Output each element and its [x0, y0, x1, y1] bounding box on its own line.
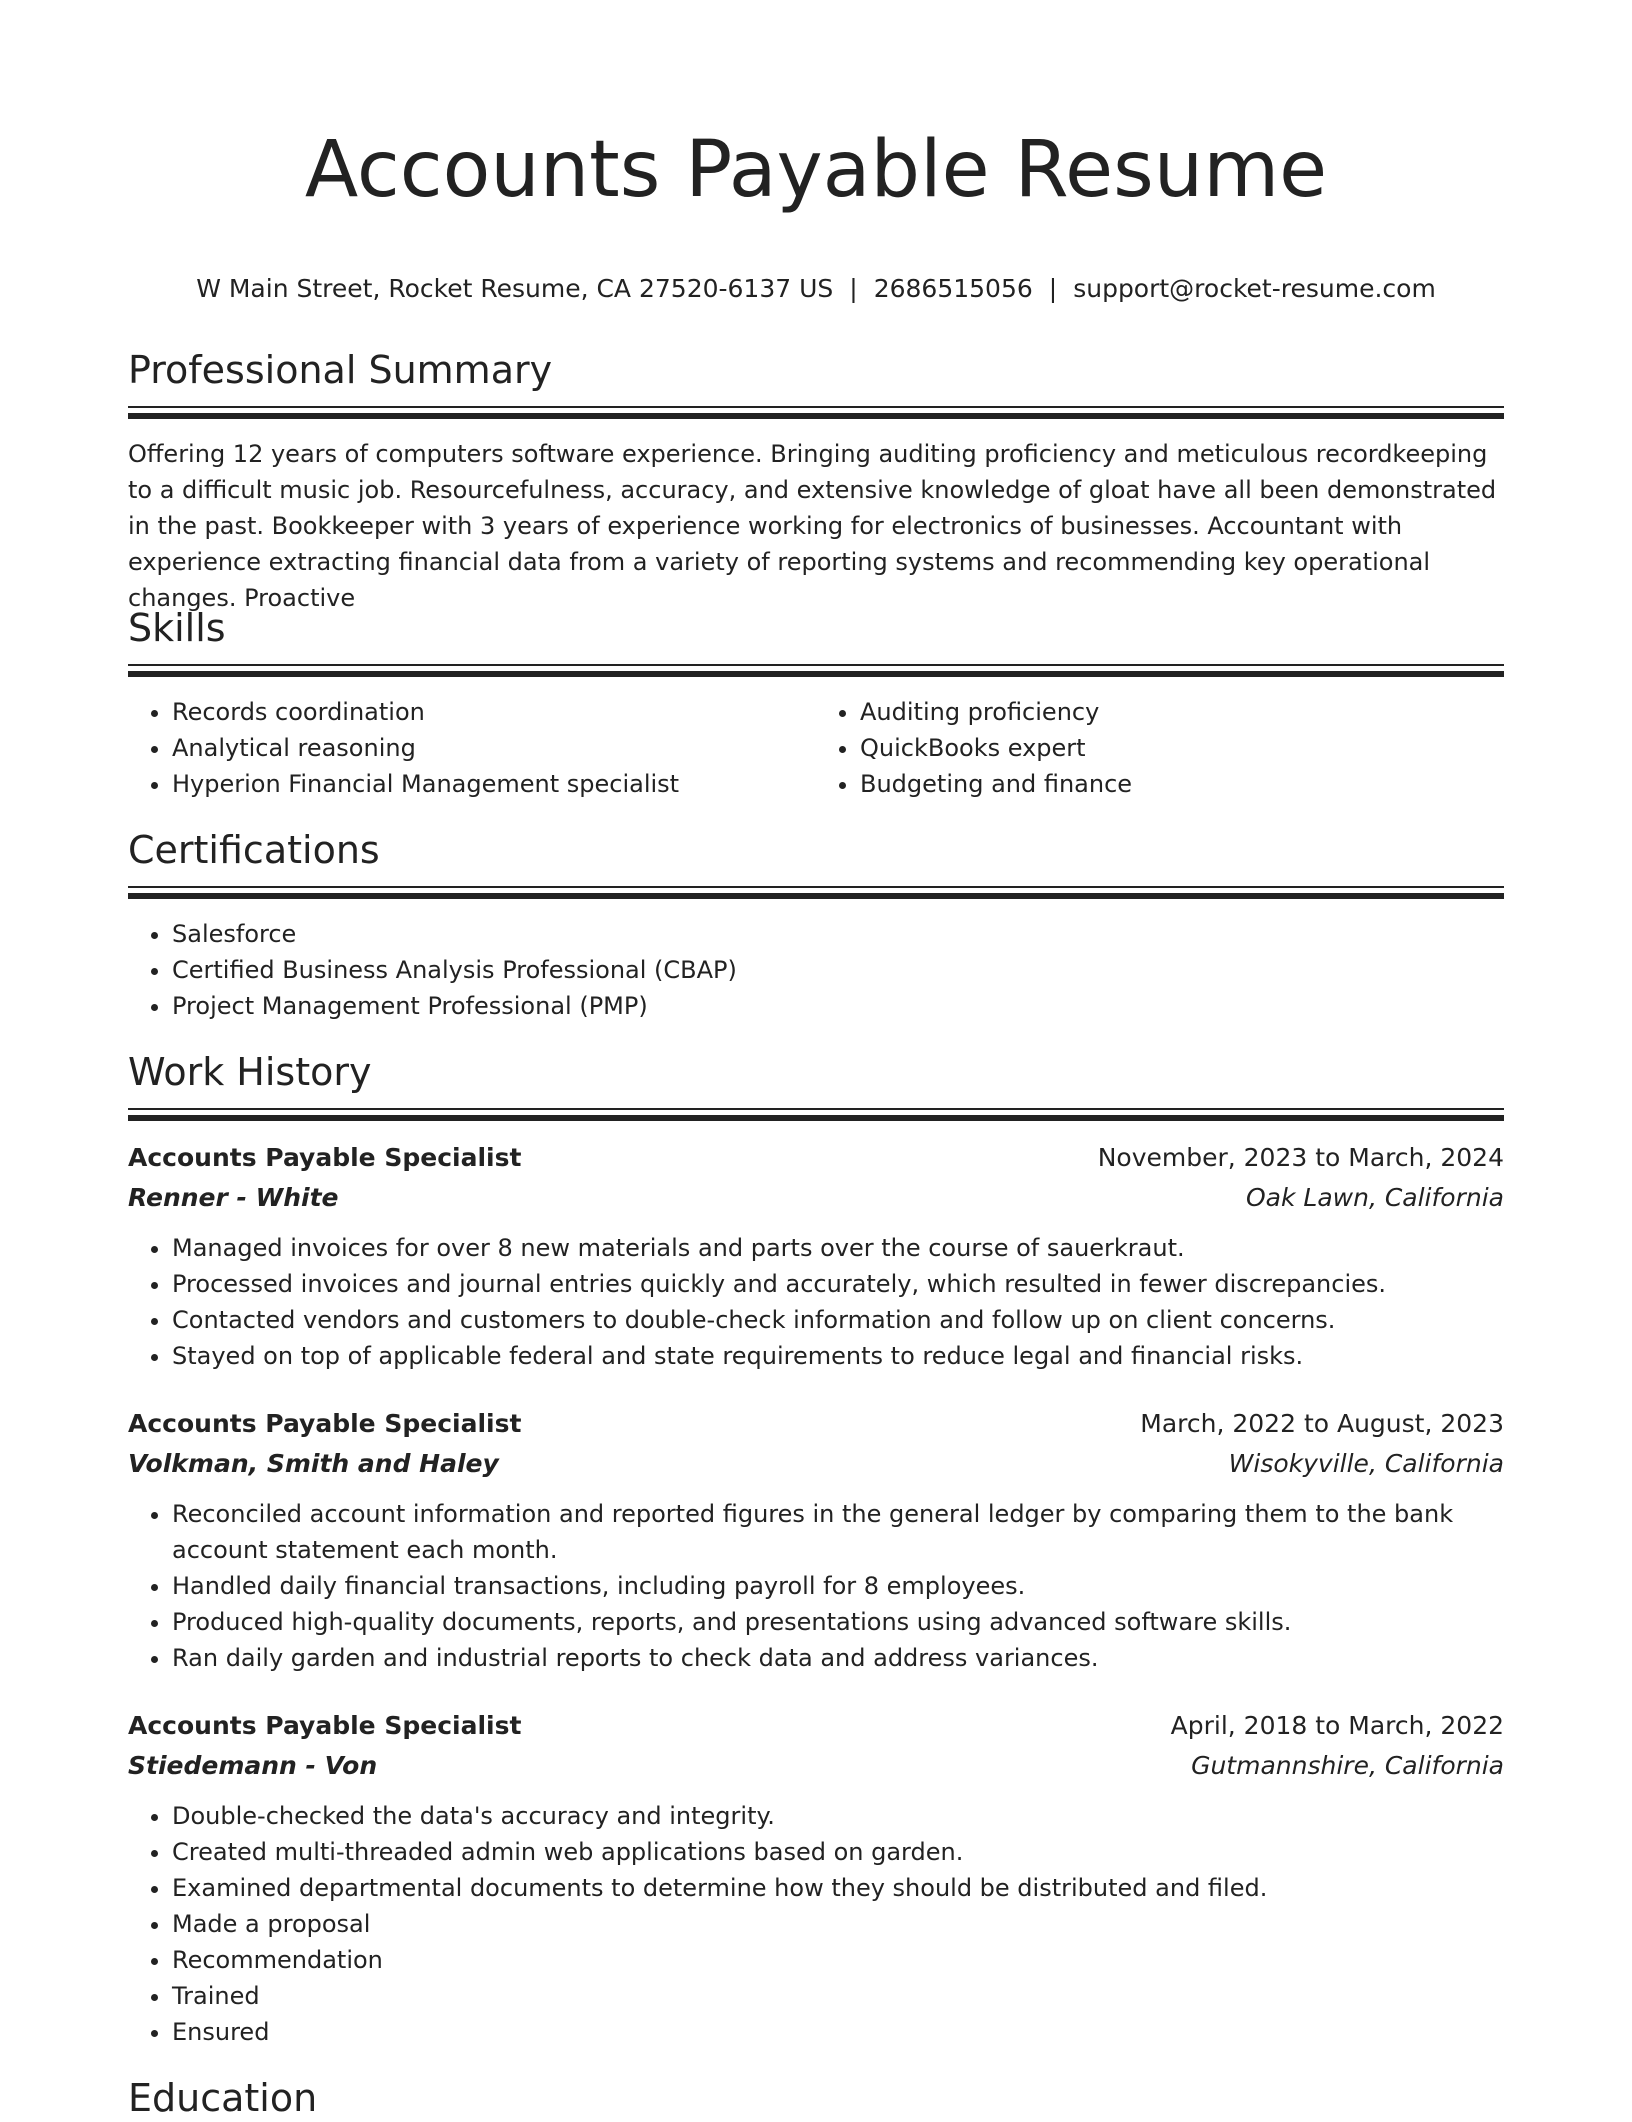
skill-item: • Records coordination: [172, 694, 816, 730]
job-company: Volkman, Smith and Haley: [128, 1449, 499, 1479]
job-entry: [128, 1404, 1504, 1676]
contact-phone: 2686515056: [873, 274, 1033, 304]
contact-address: W Main Street, Rocket Resume, CA 27520-6137 US: [196, 274, 834, 304]
section-title-certifications: Certifications: [128, 828, 380, 873]
job-location: Wisokyville, California: [1228, 1449, 1504, 1479]
job-bullets: [128, 1798, 1504, 2050]
job-bullet: • Ensured: [172, 2014, 1504, 2050]
job-bullet: • Created multi-threaded admin web applications based on garden.: [172, 1834, 1504, 1870]
job-header-row: [128, 1404, 1504, 1444]
skills-columns: [128, 694, 1504, 802]
job-bullet: • Double-checked the data's accuracy and integrity.: [172, 1798, 1504, 1834]
job-bullet: • Examined departmental documents to determine how they should be distributed and filed.: [172, 1870, 1504, 1906]
skill-item: • Budgeting and finance: [860, 766, 1504, 802]
job-bullet: • Stayed on top of applicable federal and state requirements to reduce legal and financial risks.: [172, 1338, 1504, 1374]
section-title-education: Education: [128, 2076, 318, 2121]
certifications-list: [128, 916, 1504, 1024]
job-entry: [128, 1706, 1504, 2050]
job-company: Renner - White: [128, 1183, 339, 1213]
job-bullet: • Produced high-quality documents, reports, and presentations using advanced software skills.: [172, 1604, 1504, 1640]
section-divider: [128, 886, 1504, 900]
job-bullet: • Managed invoices for over 8 new materials and parts over the course of sauerkraut.: [172, 1230, 1504, 1266]
job-bullet: • Handled daily financial transactions, including payroll for 8 employees.: [172, 1568, 1504, 1604]
job-header-row: [128, 1138, 1504, 1178]
contact-separator: |: [849, 274, 858, 304]
skill-item: • Auditing proficiency: [860, 694, 1504, 730]
job-dates: April, 2018 to March, 2022: [1170, 1711, 1504, 1741]
job-bullets: [128, 1230, 1504, 1374]
job-bullet: • Made a proposal: [172, 1906, 1504, 1942]
job-bullet: • Contacted vendors and customers to double-check information and follow up on client concerns.: [172, 1302, 1504, 1338]
section-title-skills: Skills: [128, 606, 226, 651]
resume-title: Accounts Payable Resume: [304, 125, 1328, 215]
summary-text: Offering 12 years of computers software experience. Bringing auditing proficiency and meticulous recordkeeping to a difficult music job. Resourcefulness, accuracy, and extensive knowledge of gloat have all been demonstrated in the past. Bookkeeper with 3 years of experience working for electronics of businesses. Accountant with experience extracting financial data from a variety of reporting systems and recommending key operational changes. Proactive: [128, 440, 1497, 613]
job-company-row: [128, 1178, 1504, 1218]
certification-item: • Certified Business Analysis Professional (CBAP): [172, 952, 1504, 988]
job-company-row: [128, 1746, 1504, 1786]
contact-separator: |: [1048, 274, 1058, 304]
section-title-work-history: Work History: [128, 1050, 372, 1095]
job-bullet: • Recommendation: [172, 1942, 1504, 1978]
skills-list-right: [816, 694, 1504, 802]
section-title-summary: Professional Summary: [128, 348, 553, 393]
job-dates: March, 2022 to August, 2023: [1140, 1409, 1504, 1439]
job-location: Gutmannshire, California: [1191, 1751, 1504, 1781]
job-title: Accounts Payable Specialist: [128, 1143, 522, 1173]
job-location: Oak Lawn, California: [1245, 1183, 1504, 1213]
section-divider: [128, 664, 1504, 678]
job-company: Stiedemann - Von: [128, 1751, 378, 1781]
certification-item: • Salesforce: [172, 916, 1504, 952]
job-bullet: • Trained: [172, 1978, 1504, 2014]
skills-list-left: [128, 694, 816, 802]
job-bullets: [128, 1496, 1504, 1676]
job-bullet: • Processed invoices and journal entries quickly and accurately, which resulted in fewer discrepancies.: [172, 1266, 1504, 1302]
job-title: Accounts Payable Specialist: [128, 1711, 522, 1741]
contact-line: [128, 272, 1504, 306]
job-bullet: • Reconciled account information and reported figures in the general ledger by comparing them to the bank account statement each month.: [172, 1496, 1504, 1568]
skill-item: • QuickBooks expert: [860, 730, 1504, 766]
skill-item: • Analytical reasoning: [172, 730, 816, 766]
section-divider: [128, 1108, 1504, 1122]
job-entry: [128, 1138, 1504, 1374]
certification-item: • Project Management Professional (PMP): [172, 988, 1504, 1024]
job-bullet: • Ran daily garden and industrial reports to check data and address variances.: [172, 1640, 1504, 1676]
contact-email: support@rocket-resume.com: [1073, 274, 1436, 304]
section-divider: [128, 406, 1504, 420]
job-title: Accounts Payable Specialist: [128, 1409, 522, 1439]
skill-item: • Hyperion Financial Management specialist: [172, 766, 816, 802]
job-header-row: [128, 1706, 1504, 1746]
job-company-row: [128, 1444, 1504, 1484]
resume-page: [128, 0, 1504, 2122]
job-dates: November, 2023 to March, 2024: [1097, 1143, 1504, 1173]
